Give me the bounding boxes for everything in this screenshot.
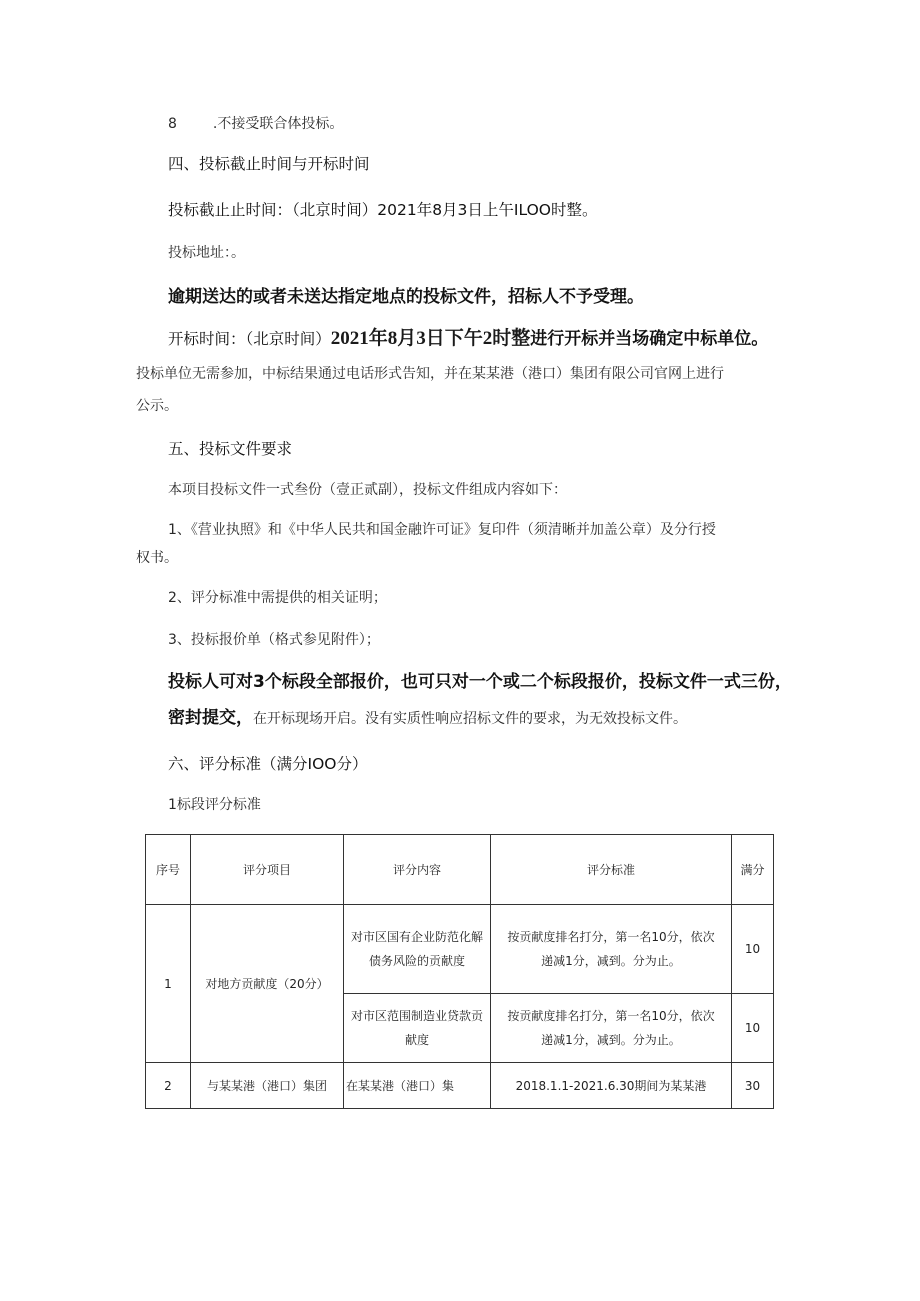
requirement-1-cont: 权书。: [136, 550, 178, 566]
row1-content-1-l2: 债务风险的贡献度: [368, 954, 465, 968]
late-notice: 逾期送达的或者未送达指定地点的投标文件，招标人不予受理。: [168, 287, 644, 307]
section-5-intro: 本项目投标文件一式叁份（壹正贰副），投标文件组成内容如下：: [168, 482, 567, 498]
section-6-title: 六、评分标准（满分IOO分）: [168, 755, 368, 773]
row2-standard: 2018.1.1-2021.6.30期间为某某港: [491, 1063, 732, 1109]
header-item: 评分项目: [191, 835, 344, 905]
row2-item: 与某某港（港口）集团: [191, 1063, 344, 1109]
row2-max: 30: [732, 1063, 774, 1109]
header-max: 满分: [732, 835, 774, 905]
requirement-2: 2、评分标准中需提供的相关证明；: [168, 590, 387, 606]
header-no: 序号: [146, 835, 191, 905]
row1-content-1-l1: 对市区国有企业防范化解: [350, 930, 483, 944]
row1-standard-1-l2: 递减1分，减到。分为止。: [541, 954, 681, 968]
row2-no: 2: [146, 1063, 191, 1109]
bid-paragraph-rest: 在开标现场开启。没有实质性响应招标文件的要求，为无效投标文件。: [253, 711, 687, 727]
opening-label: 开标时间：（北京时间）: [168, 330, 331, 348]
row1-standard-2-l2: 递减1分，减到。分为止。: [541, 1033, 681, 1047]
row1-max-1: 10: [732, 905, 774, 994]
table-row: [146, 905, 774, 994]
item-8: [168, 116, 343, 133]
row1-standard-2-l1: 按贡献度排名打分，第一名10分，依次: [507, 1009, 715, 1023]
header-standard: 评分标准: [491, 835, 732, 905]
opening-rest: 进行开标并当场确定中标单位。: [530, 329, 769, 349]
row1-content-2: [344, 994, 491, 1063]
row2-content: 在某某港（港口）集: [344, 1063, 491, 1109]
row1-content-2-l2: 献度: [404, 1033, 429, 1047]
row1-item: 对地方贡献度（20分）: [191, 905, 344, 1063]
bid-paragraph-line-2: [168, 708, 687, 728]
row1-content-2-l1: 对市区范围制造业贷款贡: [350, 1009, 483, 1023]
requirement-3: 3、投标报价单（格式参见附件）；: [168, 632, 380, 648]
bid-paragraph-line-1: 投标人可对3个标段全部报价，也可只对一个或二个标段报价，投标文件一式三份，: [168, 672, 792, 692]
row1-standard-1-l1: 按贡献度排名打分，第一名10分，依次: [507, 930, 715, 944]
requirement-1: 1、《营业执照》和《中华人民共和国金融许可证》复印件（须清晰并加盖公章）及分行授: [168, 522, 716, 538]
opening-time-line: [168, 328, 768, 351]
item-8-text: .不接受联合体投标。: [212, 116, 344, 132]
deadline-line: 投标截止止时间：（北京时间）2021年8月3日上午ILOO时整。: [168, 201, 598, 219]
opening-line-3: 公示。: [136, 398, 178, 414]
scoring-table: [145, 834, 774, 1109]
header-content: 评分内容: [344, 835, 491, 905]
opening-date: 2021年8月3日下午2时整: [330, 328, 531, 349]
row1-content-1: [344, 905, 491, 994]
bid-sealed-note: 密封提交，: [168, 708, 253, 728]
section-6-subtitle: 1标段评分标准: [168, 797, 261, 813]
section-5-title: 五、投标文件要求: [168, 440, 293, 458]
opening-line-2: 投标单位无需参加，中标结果通过电话形式告知，并在某某港（港口）集团有限公司官网上进行: [136, 366, 724, 382]
table-row: [146, 1063, 774, 1109]
section-4-title: 四、投标截止时间与开标时间: [168, 155, 370, 173]
item-8-number: 8: [168, 116, 177, 132]
row1-standard-1: [491, 905, 732, 994]
row1-max-2: 10: [732, 994, 774, 1063]
row1-no: 1: [146, 905, 191, 1063]
table-header-row: [146, 835, 774, 905]
row1-standard-2: [491, 994, 732, 1063]
address-line: 投标地址：。: [168, 245, 245, 261]
